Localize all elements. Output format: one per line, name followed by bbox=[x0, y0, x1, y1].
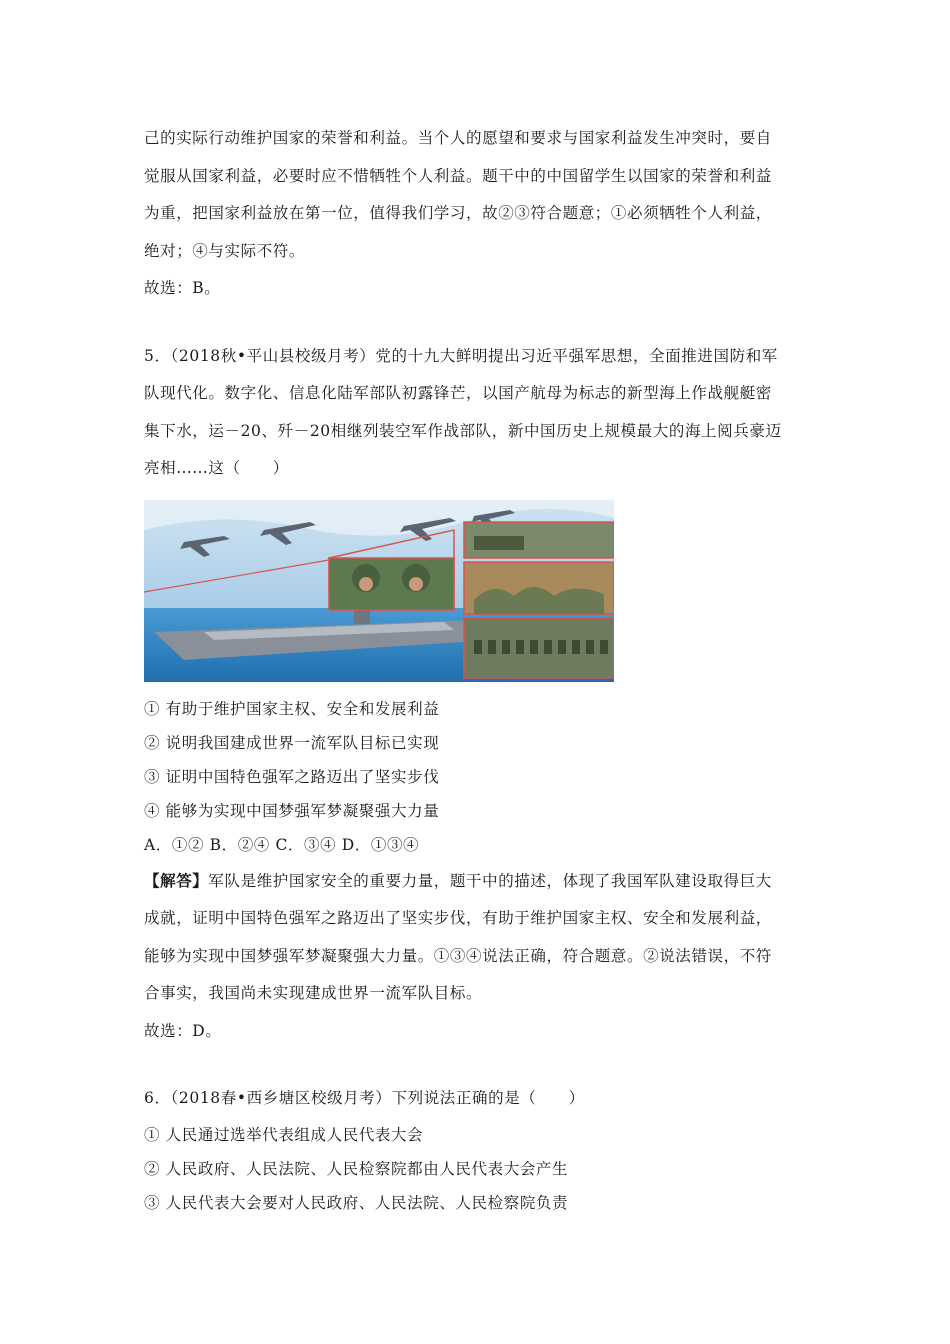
question-stem-line: 亮相……这（ ） bbox=[144, 459, 289, 477]
question-stem-line: 5．（2018秋•平山县校级月考）党的十九大鲜明提出习近平强军思想，全面推进国防和军 bbox=[144, 346, 778, 365]
text-line: 绝对；④与实际不符。 bbox=[144, 241, 306, 260]
question-stem-line: 集下水，运－20、歼－20相继列装空军作战部队，新中国历史上规模最大的海上阅兵豪迈 bbox=[144, 421, 782, 440]
answer-label: 【解答】 bbox=[144, 870, 209, 890]
q4-answer-block bbox=[144, 120, 814, 308]
answer-line bbox=[144, 862, 814, 901]
military-photo-collage bbox=[144, 500, 614, 682]
text-line: 为重，把国家利益放在第一位，值得我们学习，故②③符合题意；①必须牺牲个人利益， bbox=[144, 204, 772, 222]
option-line: ③ 人民代表大会要对人民政府、人民法院、人民检察院负责 bbox=[144, 1193, 569, 1212]
answer-choice: 故选：D。 bbox=[144, 1021, 222, 1040]
text-line: 觉服从国家利益，必要时应不惜牺牲个人利益。题干中的中国留学生以国家的荣誉和利益 bbox=[144, 166, 772, 185]
option-line: ② 说明我国建成世界一流军队目标已实现 bbox=[144, 733, 440, 752]
option-line: ③ 证明中国特色强军之路迈出了坚实步伐 bbox=[144, 767, 440, 786]
option-line: ① 人民通过选举代表组成人民代表大会 bbox=[144, 1125, 424, 1144]
answer-line: 合事实，我国尚未实现建成世界一流军队目标。 bbox=[144, 984, 483, 1002]
answer-choice: 故选：B。 bbox=[144, 279, 221, 297]
option-line: ① 有助于维护国家主权、安全和发展利益 bbox=[144, 699, 440, 718]
collage-image bbox=[144, 500, 614, 682]
text-line: 己的实际行动维护国家的荣誉和利益。当个人的愿望和要求与国家利益发生冲突时，要自 bbox=[144, 129, 772, 147]
answer-line: 成就，证明中国特色强军之路迈出了坚实步伐，有助于维护国家主权、安全和发展利益， bbox=[144, 909, 772, 927]
option-line: ② 人民政府、人民法院、人民检察院都由人民代表大会产生 bbox=[144, 1159, 569, 1178]
question-5 bbox=[144, 338, 814, 1051]
option-line: ④ 能够为实现中国梦强军梦凝聚强大力量 bbox=[144, 801, 440, 820]
question-stem-line: 队现代化。数字化、信息化陆军部队初露锋芒，以国产航母为标志的新型海上作战舰艇密 bbox=[144, 384, 772, 402]
soldiers-photo bbox=[329, 558, 454, 610]
choices-line: A．①② B．②④ C．③④ D．①③④ bbox=[144, 835, 420, 854]
answer-line: 能够为实现中国梦强军梦凝聚强大力量。①③④说法正确，符合题意。②说法错误，不符 bbox=[144, 946, 772, 965]
document-page bbox=[144, 120, 814, 1220]
answer-text: 军队是维护国家安全的重要力量，题干中的描述，体现了我国军队建设取得巨大 bbox=[208, 871, 772, 890]
question-stem-line: 6．（2018春•西乡塘区校级月考）下列说法正确的是（ ） bbox=[144, 1089, 585, 1107]
question-6 bbox=[144, 1080, 814, 1220]
